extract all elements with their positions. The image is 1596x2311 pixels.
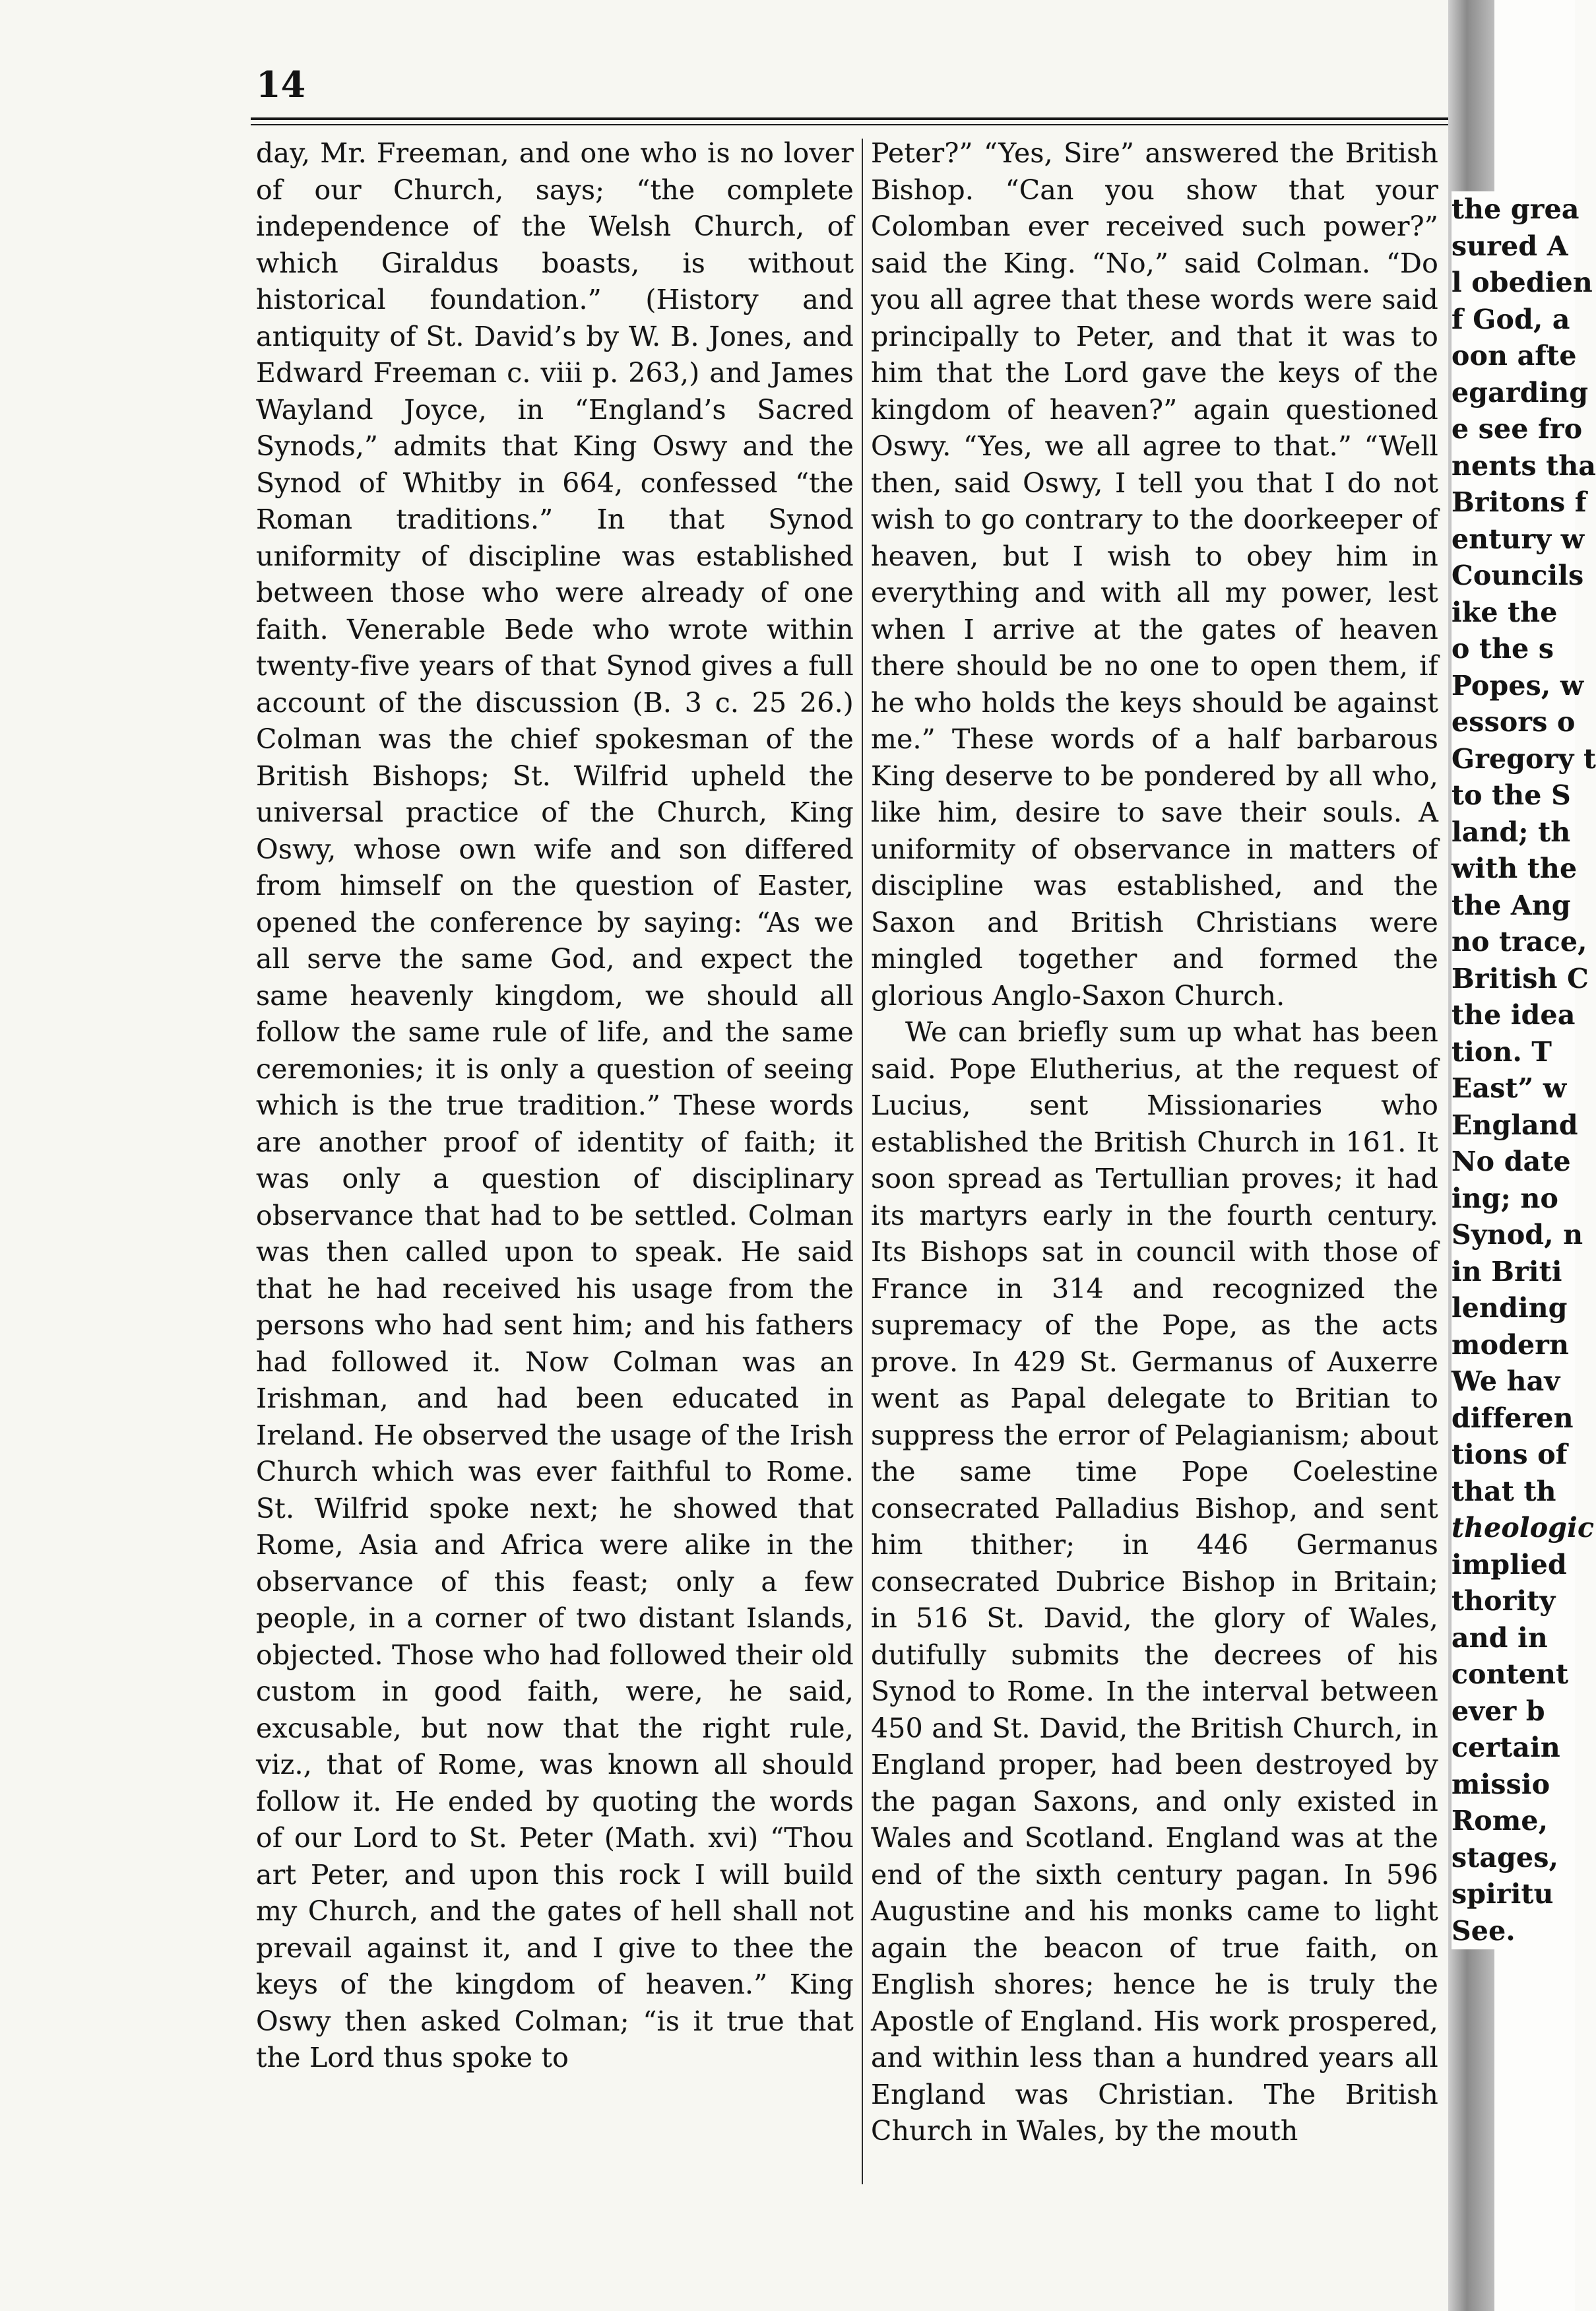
right-column-line: with the xyxy=(1452,851,1574,888)
right-column-fragment xyxy=(1452,191,1596,1949)
right-column-line: to the S xyxy=(1452,777,1574,814)
right-column-line: Synod, n xyxy=(1452,1217,1574,1254)
right-column-line: land; th xyxy=(1452,814,1574,851)
right-column-line: See. xyxy=(1452,1913,1574,1950)
right-column-line: tions of xyxy=(1452,1437,1574,1474)
right-column-line: lending xyxy=(1452,1290,1574,1327)
right-column-line: certain xyxy=(1452,1730,1574,1767)
right-column-line: no trace, xyxy=(1452,924,1574,961)
right-column-line: differen xyxy=(1452,1400,1574,1437)
right-column-line: missio xyxy=(1452,1767,1574,1804)
right-column-line: ever b xyxy=(1452,1693,1574,1730)
column-divider xyxy=(862,139,863,2184)
right-column-line: f God, a xyxy=(1452,302,1574,339)
right-column-line: Rome, xyxy=(1452,1803,1574,1840)
right-column-line: modern xyxy=(1452,1327,1574,1364)
right-column-line: East” w xyxy=(1452,1070,1574,1107)
right-column-line: the Ang xyxy=(1452,888,1574,925)
right-column-line: implied xyxy=(1452,1547,1574,1584)
right-column-line: egarding xyxy=(1452,375,1574,412)
right-column-line: that th xyxy=(1452,1474,1574,1511)
right-column-line: nents tha xyxy=(1452,448,1574,485)
left-column-paragraph: day, Mr. Freeman, and one who is no lover of our Church, says; “the complete independence of the Welsh Church, of which Giraldus boasts, is without historical foundation.” (History and antiquity of St. David’s by W. B. Jones, and Edward Freeman c. viii p. 263,) and James Wayland Joyce, in “England’s Sacred Synods,” admits that King Oswy and the Synod of Whitby in 664, confessed “the Roman traditions.” In that Synod uniformity of discipline was established between those who were already of one faith. Venerable Bede who wrote within twenty-five years of that Synod gives a full account of the discussion (B. 3 c. 25 26.) Colman was the chief spokesman of the British Bishops; St. Wilfrid upheld the universal practice of the Church, King Oswy, whose own wife and son differed from himself on the question of Easter, opened the conference by saying: “As we all serve the same God, and expect the same heavenly kingdom, we should all follow the same rule of life, and the same ceremonies; it is only a question of seeing which is the true tradition.” These words are another proof of identity of faith; it was only a question of disciplinary observance that had to be settled. Colman was then called upon to speak. He said that he had received his usage from the persons who had sent him; and his fathers had followed it. Now Colman was an Irishman, and had been educated in Ireland. He observed the usage of the Irish Church which was ever faithful to Rome. St. Wilfrid spoke next; he showed that Rome, Asia and Africa were alike in the observance of this feast; only a few people, in a corner of two distant Islands, objected. Those who had followed their old custom in good faith, were, he said, excusable, but now that the right rule, viz., that of Rome, was known all should follow it. He ended by quoting the words of our Lord to St. Peter (Math. xvi) “Thou art Peter, and upon this rock I will build my Church, and the gates of hell shall not prevail against it, and I give to thee the keys of the kingdom of heaven.” King Oswy then asked Colman; “is it true that the Lord thus spoke to xyxy=(256,137,854,2073)
right-column-line: theologic xyxy=(1452,1510,1574,1547)
right-column-line: Gregory t xyxy=(1452,741,1574,778)
right-column-line: We hav xyxy=(1452,1363,1574,1400)
right-column-line: and in xyxy=(1452,1620,1574,1657)
middle-column xyxy=(871,135,1438,2234)
right-column-line: England xyxy=(1452,1107,1574,1144)
right-column-line: Popes, w xyxy=(1452,668,1574,705)
right-column-line: thority xyxy=(1452,1583,1574,1620)
right-column-line: o the s xyxy=(1452,631,1574,668)
right-column-line: l obedien xyxy=(1452,265,1574,302)
right-column-line: No date xyxy=(1452,1144,1574,1181)
page-number: 14 xyxy=(256,63,306,106)
right-column-line: e see fro xyxy=(1452,411,1574,448)
right-column-line: oon afte xyxy=(1452,338,1574,375)
left-column xyxy=(256,135,854,2077)
right-column-line: Britons f xyxy=(1452,484,1574,521)
right-column-line: Councils xyxy=(1452,558,1574,595)
middle-column-paragraph-2: We can briefly sum up what has been said. Pope Elutherius, at the request of Lucius, sent Missionaries who established the British Church in 161. It soon spread as Tertullian proves; it had its martyrs early in the fourth century. Its Bishops sat in council with those of France in 314 and recognized the supremacy of the Pope, as the acts prove. In 429 St. Germanus of Auxerre went as Papal delegate to Britian to suppress the error of Pelagianism; about the same time Pope Coelestine consecrated Palladius Bishop, and sent him thither; in 446 Germanus consecrated Dubrice Bishop in Britain; in 516 St. David, the glory of Wales, dutifully submits the decrees of his Synod to Rome. In the interval between 450 and St. David, the British Church, in England proper, had been destroyed by the pagan Saxons, and only existed in Wales and Scotland. England was at the end of the sixth century pagan. In 596 Augustine and his monks came to light again the beacon of true faith, on English shores; hence he is truly the Apostle of England. His work prospered, and within less than a hundred years all England was Christian. The British Church in Wales, by the mouth xyxy=(871,1016,1438,2147)
right-column-line: essors o xyxy=(1452,704,1574,741)
right-column-line: spiritu xyxy=(1452,1876,1574,1913)
right-column-line: stages, xyxy=(1452,1840,1574,1877)
middle-column-paragraph-1: Peter?” “Yes, Sire” answered the British Bishop. “Can you show that your Colomban ever received such power?” said the King. “No,” said Colman. “Do you all agree that these words were said principally to Peter, and that it was to him that the Lord gave the keys of the kingdom of heaven?” again questioned Oswy. “Yes, we all agree to that.” “Well then, said Oswy, I tell you that I do not wish to go contrary to the doorkeeper of heaven, but I wish to obey him in everything and with all my power, lest when I arrive at the gates of heaven there should be no one to open them, if he who holds the keys should be against me.” These words of a half barbarous King deserve to be pondered by all who, like him, desire to save their souls. A uniformity of observance in matters of discipline was established, and the Saxon and British Christians were mingled together and formed the glorious Anglo-Saxon Church. xyxy=(871,137,1438,1012)
right-column-line: content xyxy=(1452,1656,1574,1693)
right-column-line: in Briti xyxy=(1452,1254,1574,1291)
right-column-line: sured A xyxy=(1452,228,1574,265)
right-column-line: the idea xyxy=(1452,997,1574,1034)
right-column-line: the grea xyxy=(1452,191,1574,228)
right-column-line: entury w xyxy=(1452,521,1574,558)
right-column-line: ing; no xyxy=(1452,1181,1574,1218)
header-rule xyxy=(251,117,1448,125)
right-column-line: British C xyxy=(1452,961,1574,998)
right-column-line: tion. T xyxy=(1452,1034,1574,1071)
right-column-line: ike the xyxy=(1452,595,1574,632)
